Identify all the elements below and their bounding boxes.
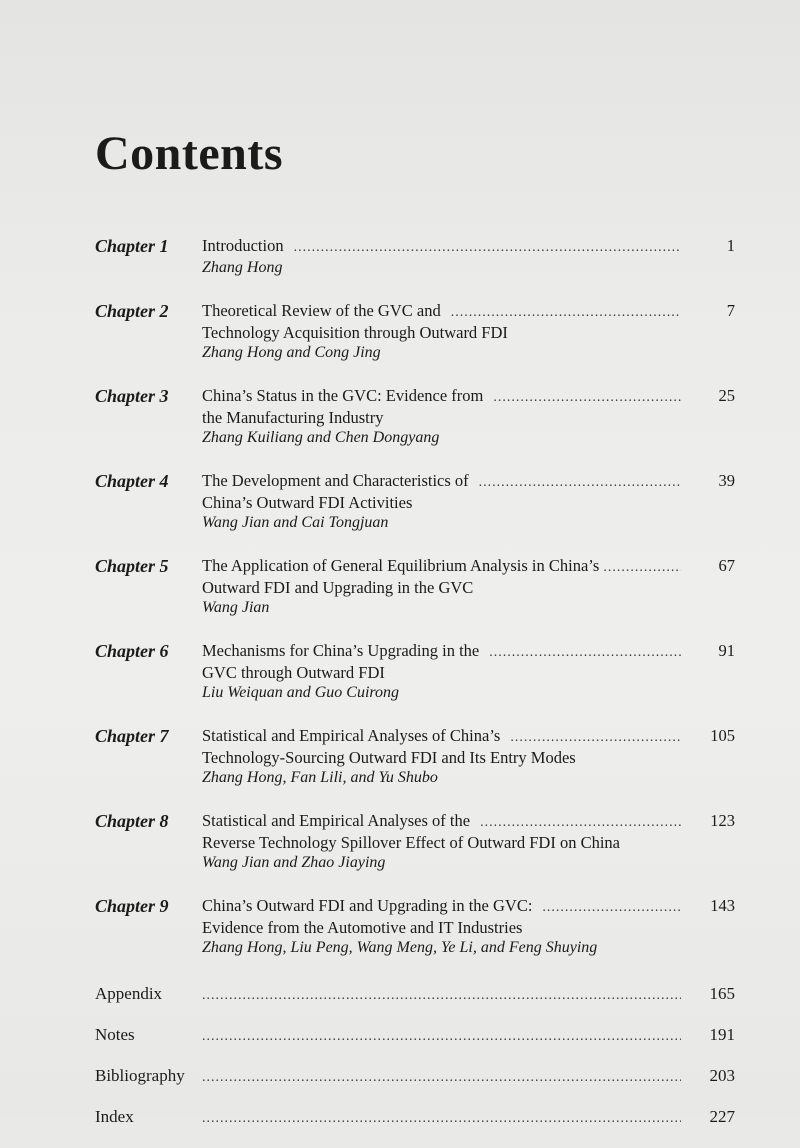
toc-chapter-2	[95, 301, 735, 363]
leader-dots	[202, 986, 681, 1006]
page-number: 123	[710, 811, 735, 830]
chapter-label: Chapter 2	[95, 301, 169, 321]
chapter-title: Introduction	[202, 236, 284, 255]
toc-chapter-8	[95, 811, 735, 873]
chapter-authors: Zhang Hong and Cong Jing	[202, 344, 381, 361]
chapter-title-continued: the Manufacturing Industry	[202, 408, 384, 427]
leader-dots	[542, 898, 681, 918]
chapter-authors: Wang Jian and Zhao Jiaying	[202, 854, 386, 871]
leader-dots	[510, 728, 681, 748]
leader-dots	[479, 473, 681, 493]
page-number: 165	[709, 984, 735, 1003]
chapter-title: The Development and Characteristics of	[202, 471, 469, 490]
chapter-title-continued: Technology Acquisition through Outward FDI	[202, 323, 508, 342]
chapter-authors: Zhang Hong	[202, 259, 283, 276]
toc-chapter-4	[95, 471, 735, 533]
page-title: Contents	[95, 127, 284, 180]
leader-dots	[603, 558, 681, 578]
page-number: 203	[709, 1066, 735, 1085]
chapter-title-continued: Reverse Technology Spillover Effect of Outward FDI on China	[202, 833, 620, 852]
leader-dots	[202, 1068, 681, 1088]
leader-dots	[489, 643, 681, 663]
chapter-authors: Zhang Hong, Fan Lili, and Yu Shubo	[202, 769, 438, 786]
leader-dots	[480, 813, 681, 833]
chapter-title: Mechanisms for China’s Upgrading in the	[202, 641, 480, 660]
toc-chapter-9	[95, 896, 735, 958]
chapter-title-continued: China’s Outward FDI Activities	[202, 493, 413, 512]
chapter-label: Chapter 9	[95, 896, 169, 916]
chapter-title: Statistical and Empirical Analyses of China’s	[202, 726, 501, 745]
page-number: 105	[710, 726, 735, 745]
table-of-contents	[95, 236, 735, 1148]
leader-dots	[202, 1027, 681, 1047]
toc-chapter-1	[95, 236, 735, 278]
chapter-authors: Wang Jian and Cai Tongjuan	[202, 514, 389, 531]
chapter-title: China’s Outward FDI and Upgrading in the GVC:	[202, 896, 533, 915]
toc-notes	[95, 1025, 735, 1047]
chapter-title: Theoretical Review of the GVC and	[202, 301, 441, 320]
toc-chapter-5	[95, 556, 735, 618]
chapter-title-continued: Outward FDI and Upgrading in the GVC	[202, 578, 474, 597]
chapter-title-continued: Technology-Sourcing Outward FDI and Its Entry Modes	[202, 748, 576, 767]
toc-appendix	[95, 984, 735, 1006]
toc-index	[95, 1107, 735, 1129]
page-number: 7	[726, 301, 735, 320]
chapter-label: Chapter 8	[95, 811, 169, 831]
toc-chapter-7	[95, 726, 735, 788]
chapter-authors: Wang Jian	[202, 599, 270, 616]
leader-dots	[202, 1109, 681, 1129]
chapter-label: Chapter 6	[95, 641, 169, 661]
back-matter-label: Appendix	[95, 984, 163, 1003]
chapter-title-continued: GVC through Outward FDI	[202, 663, 385, 682]
leader-dots	[294, 238, 681, 258]
chapter-label: Chapter 1	[95, 236, 169, 256]
chapter-title: Statistical and Empirical Analyses of the	[202, 811, 471, 830]
chapter-label: Chapter 3	[95, 386, 169, 406]
chapter-label: Chapter 4	[95, 471, 169, 491]
chapter-label: Chapter 7	[95, 726, 169, 746]
page-number: 191	[709, 1025, 735, 1044]
toc-bibliography	[95, 1066, 735, 1088]
page-number: 1	[726, 236, 735, 255]
back-matter-label: Bibliography	[95, 1066, 185, 1085]
chapter-authors: Zhang Kuiliang and Chen Dongyang	[202, 429, 440, 446]
page-number: 227	[709, 1107, 735, 1126]
page-number: 91	[718, 641, 735, 660]
page-number: 143	[710, 896, 735, 915]
toc-chapter-6	[95, 641, 735, 703]
chapter-authors: Zhang Hong, Liu Peng, Wang Meng, Ye Li, and Feng Shuying	[202, 939, 598, 956]
chapter-title: China’s Status in the GVC: Evidence from	[202, 386, 484, 405]
page-number: 39	[718, 471, 735, 490]
chapter-title-continued: Evidence from the Automotive and IT Industries	[202, 918, 523, 937]
chapter-title: The Application of General Equilibrium Analysis in China’s	[202, 556, 600, 575]
page-number: 67	[718, 556, 735, 575]
back-matter-label: Index	[95, 1107, 134, 1126]
leader-dots	[493, 388, 681, 408]
chapter-label: Chapter 5	[95, 556, 169, 576]
page-number: 25	[718, 386, 735, 405]
leader-dots	[451, 303, 681, 323]
toc-chapter-3	[95, 386, 735, 448]
chapter-authors: Liu Weiquan and Guo Cuirong	[202, 684, 400, 701]
back-matter-label: Notes	[95, 1025, 135, 1044]
